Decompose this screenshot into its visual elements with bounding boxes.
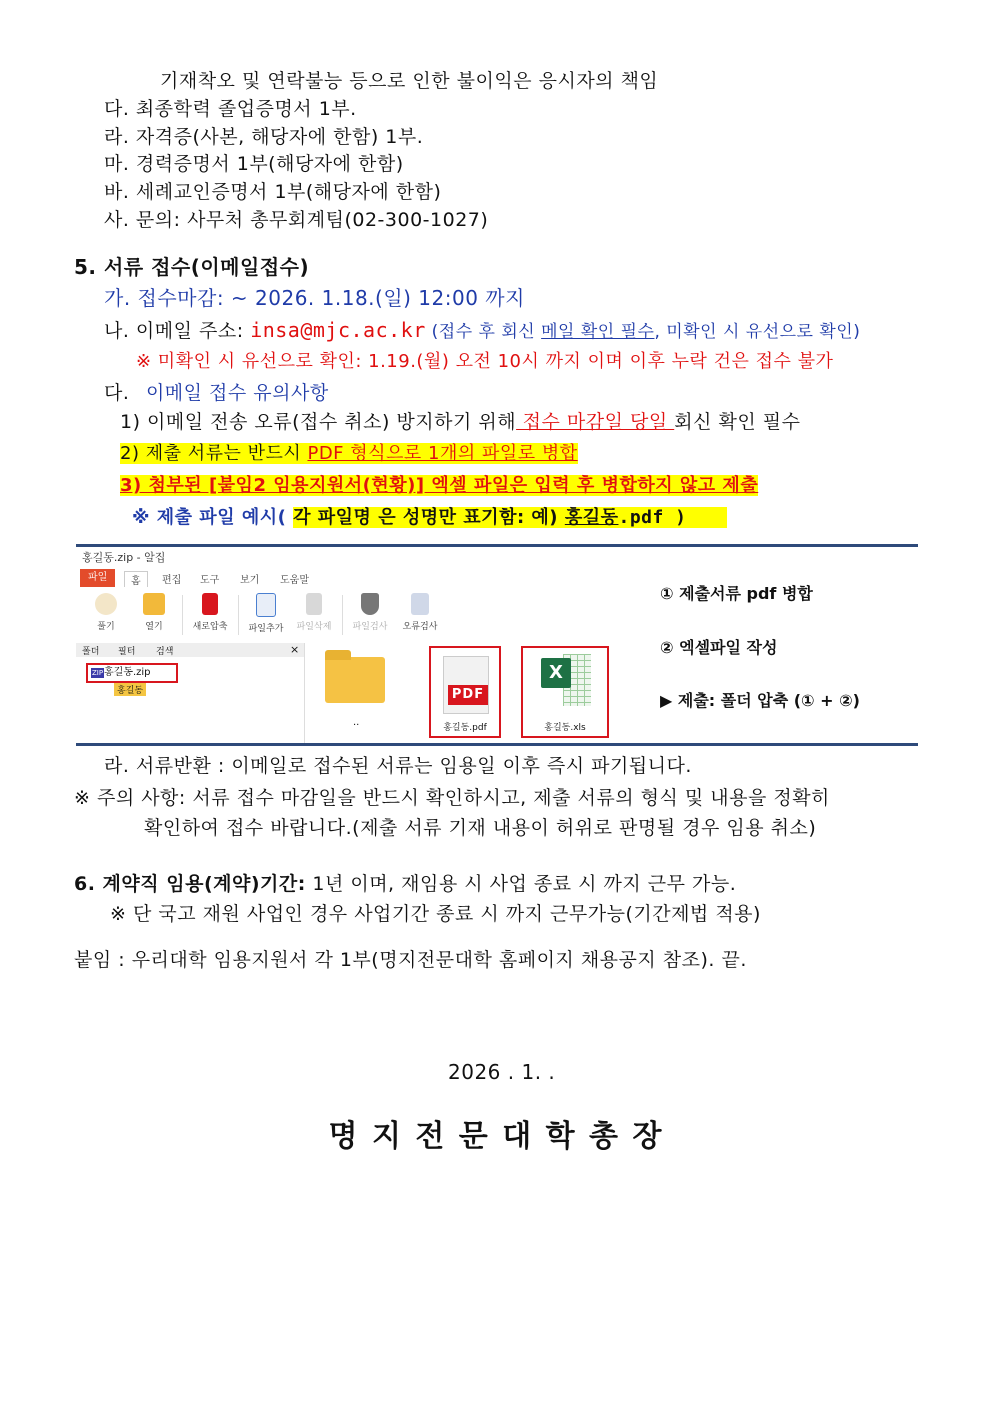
error-check-label: 오류검사 <box>402 622 438 632</box>
warning-icon <box>411 593 429 615</box>
pdf-file-icon <box>443 656 489 714</box>
open-label: 열기 <box>145 622 163 632</box>
pdf-file-name: 홍길동.pdf <box>443 723 487 733</box>
example-line <box>132 505 727 531</box>
caution-line: ※ 주의 사항: 서류 접수 마감일을 반드시 확인하시고, 제출 서류의 형식 및 내용을 정확히 <box>74 787 830 809</box>
ribbon-divider <box>182 595 183 635</box>
extract-button[interactable] <box>86 593 126 632</box>
attachment-line: 붙임 : 우리대학 임용지원서 각 1부(명지전문대학 홈페이지 채용공지 참조). 끝. <box>74 949 747 971</box>
precaution-label: 다. <box>104 382 130 404</box>
zip-icon <box>202 593 218 615</box>
section-heading: 6. 계약직 임용(계약)기간: <box>74 873 306 895</box>
contract-period-text: 1년 이며, 재임용 시 사업 종료 시 까지 근무 가능. <box>305 873 737 895</box>
scan-file-button[interactable] <box>350 593 390 632</box>
menu-file[interactable]: 파일 <box>80 569 115 587</box>
precaution-title: 이메일 접수 유의사항 <box>145 382 329 404</box>
contact-line: 사. 문의: 사무처 총무회계팀(02-300-1027) <box>104 209 489 231</box>
error-check-button[interactable] <box>400 593 440 632</box>
text-line: 기재착오 및 연락불능 등으로 인한 불이익은 응시자의 책임 <box>160 70 659 92</box>
tab-folder[interactable]: 폴더 <box>82 647 100 657</box>
extract-label: 풀기 <box>97 622 115 632</box>
list-item: 다. 최종학력 졸업증명서 1부. <box>104 98 357 120</box>
archive-app-screenshot <box>76 547 632 743</box>
zip-file-icon: ZIP <box>92 669 104 677</box>
list-item: 라. 서류반환 : 이메일로 접수된 서류는 임용일 이후 즉시 파기됩니다. <box>104 755 692 777</box>
delete-file-button[interactable] <box>294 593 334 632</box>
section-heading: 5. 서류 접수(이메일접수) <box>74 255 310 279</box>
close-icon[interactable]: × <box>290 643 300 656</box>
tab-search[interactable]: 검색 <box>156 647 174 657</box>
pane-tabs <box>76 643 304 657</box>
ribbon-toolbar <box>76 587 632 644</box>
shield-icon <box>361 593 379 615</box>
precaution-item-1 <box>120 409 800 435</box>
tab-filter[interactable]: 필터 <box>118 647 136 657</box>
add-file-label: 파일추가 <box>248 624 284 634</box>
xls-file-item[interactable] <box>521 646 609 738</box>
window-title: 홍길동.zip - 알집 <box>76 547 632 569</box>
list-item: 마. 경력증명서 1부(해당자에 한함) <box>104 153 404 175</box>
email-label: 나. 이메일 주소: <box>104 320 251 342</box>
email-line <box>104 317 860 345</box>
tree-item-folder[interactable]: 홍길동 <box>114 683 146 696</box>
new-archive-label: 새로압축 <box>192 622 228 632</box>
trash-icon <box>306 593 322 615</box>
pdf-badge: PDF <box>448 685 488 705</box>
precaution-heading <box>104 380 329 406</box>
item2-text: 2) 제출 서류는 반드시 <box>120 443 308 464</box>
menu-home[interactable]: 홈 <box>124 571 148 587</box>
parent-folder-label: .. <box>353 717 360 728</box>
item1-suffix: 회신 확인 필수 <box>674 411 801 433</box>
add-file-icon <box>256 593 276 617</box>
menu-view[interactable]: 보기 <box>240 575 260 586</box>
folder-tree-pane <box>76 643 305 743</box>
notice-line: ※ 미확인 시 유선으로 확인: 1.19.(월) 오전 10시 까지 이며 이후 누락 건은 접수 불가 <box>136 351 834 372</box>
submission-example-figure <box>76 544 918 746</box>
example-ext: .pdf ) <box>618 507 687 528</box>
email-note-close: , 미확인 시 유선으로 확인) <box>654 322 861 342</box>
example-prefix: ※ 제출 파일 예시( <box>132 507 294 528</box>
email-address[interactable]: insa@mjc.ac.kr <box>250 318 426 342</box>
scan-file-label: 파일검사 <box>352 622 388 632</box>
new-archive-button[interactable] <box>190 593 230 632</box>
menu-help[interactable]: 도움말 <box>280 575 309 586</box>
caption-step-3: ▶ 제출: 폴더 압축 (① + ②) <box>660 691 860 710</box>
caption-step-2: ② 엑셀파일 작성 <box>660 638 778 657</box>
item2-pdf-merge: PDF 형식으로 1개의 파일로 병합 <box>307 443 578 464</box>
ribbon-divider <box>342 595 343 635</box>
caption-step-1: ① 제출서류 pdf 병합 <box>660 584 813 603</box>
example-name: 홍길동 <box>564 507 619 528</box>
section-6-line <box>74 871 736 897</box>
open-button[interactable] <box>134 593 174 632</box>
example-desc: 각 파일명 은 성명만 표기함: 예) <box>293 507 565 528</box>
excel-icon: X <box>541 658 571 688</box>
precaution-item-3 <box>120 473 758 499</box>
ribbon-divider <box>238 595 239 635</box>
deadline-line: 가. 접수마감: ~ 2026. 1.18.(일) 12:00 까지 <box>104 286 525 310</box>
precaution-item-2 <box>120 441 578 467</box>
file-list-pane <box>305 643 632 743</box>
list-item: 바. 세례교인증명서 1부(해당자에 한함) <box>104 181 442 203</box>
folder-icon[interactable] <box>325 657 385 703</box>
extract-icon <box>95 593 117 615</box>
folder-open-icon <box>143 593 165 615</box>
menu-tools[interactable]: 도구 <box>200 575 220 586</box>
issuer-name: 명 지 전 문 대 학 총 장 <box>328 1119 664 1154</box>
item1-deadline: 접수 마감일 당일 <box>516 411 675 433</box>
add-file-button[interactable] <box>246 593 286 634</box>
menu-edit[interactable]: 편집 <box>162 575 182 586</box>
note-line: ※ 단 국고 재원 사업인 경우 사업기간 종료 시 까지 근무가능(기간제법 적용) <box>110 903 761 925</box>
list-item: 라. 자격증(사본, 해당자에 한함) 1부. <box>104 126 424 148</box>
caution-line-cont: 확인하여 접수 바랍니다.(제출 서류 기재 내용이 허위로 판명될 경우 임용 취소) <box>144 817 817 839</box>
item1-text: 1) 이메일 전송 오류(접수 취소) 방지하기 위해 <box>120 411 517 433</box>
delete-file-label: 파일삭제 <box>296 622 332 632</box>
xls-file-name: 홍길동.xls <box>544 723 586 733</box>
tree-item-zip-label: 홍길동.zip <box>104 667 151 678</box>
issue-date: 2026 . 1. . <box>448 1060 556 1084</box>
pdf-file-item[interactable] <box>429 646 501 738</box>
email-note-open: (접수 후 회신 <box>425 322 542 342</box>
example-highlight <box>293 507 727 528</box>
email-note-required: 메일 확인 필수 <box>541 322 655 342</box>
item3-text: 3) 첨부된 [붙임2 임용지원서(현황)] 엑셀 파일은 입력 후 병합하지 않고 제출 <box>120 475 759 496</box>
menu-bar <box>76 569 632 587</box>
tree-item-zip[interactable] <box>86 663 178 683</box>
